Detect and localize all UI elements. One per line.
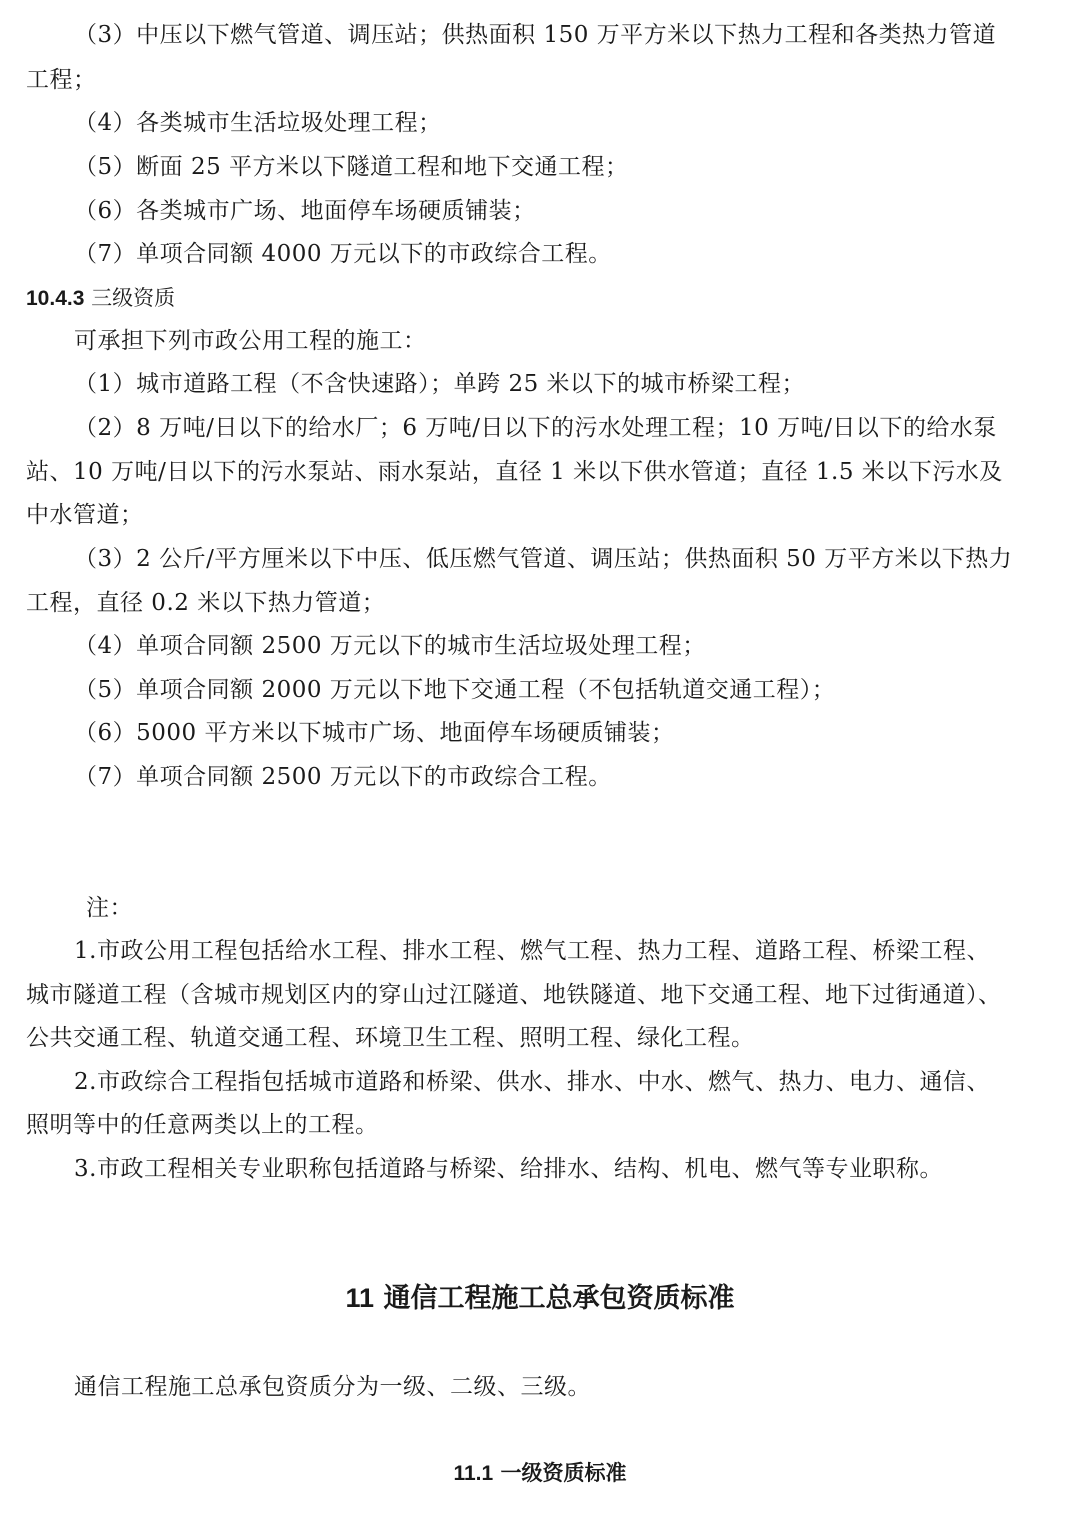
notes-label: 注： (86, 895, 133, 921)
grade3-item-3-line-2: 工程，直径 0.2 米以下热力管道； (26, 590, 386, 616)
subsection-title: 一级资质标准 (500, 1460, 627, 1485)
subsection-heading (0, 1458, 1080, 1489)
note-1-line-1: 1.市政公用工程包括给水工程、排水工程、燃气工程、热力工程、道路工程、桥梁工程、 (74, 938, 990, 964)
grade3-item-3-line-1: （3）2 公斤/平方厘米以下中压、低压燃气管道、调压站；供热面积 50 万平方米以下热力 (74, 546, 1013, 572)
chapter-intro: 通信工程施工总承包资质分为一级、二级、三级。 (74, 1374, 591, 1400)
section-intro: 可承担下列市政公用工程的施工： (74, 328, 427, 354)
grade3-item-1: （1）城市道路工程（不含快速路）；单跨 25 米以下的城市桥梁工程； (74, 371, 806, 397)
section-heading-10-4-3 (26, 283, 175, 314)
section-number: 10.4.3 (26, 287, 85, 310)
grade3-item-6: （6）5000 平方米以下城市广场、地面停车场硬质铺装； (74, 720, 675, 746)
subsection-number: 11.1 (453, 1462, 494, 1485)
section-title: 三级资质 (91, 286, 176, 310)
grade3-item-4: （4）单项合同额 2500 万元以下的城市生活垃圾处理工程； (74, 633, 706, 659)
chapter-title: 通信工程施工总承包资质标准 (383, 1283, 735, 1314)
chapter-heading (0, 1280, 1080, 1317)
grade3-item-2-line-1: （2）8 万吨/日以下的给水厂；6 万吨/日以下的污水处理工程；10 万吨/日以下的给水泵 (74, 415, 997, 441)
grade3-item-5: （5）单项合同额 2000 万元以下地下交通工程（不包括轨道交通工程）； (74, 677, 836, 703)
note-2-line-2: 照明等中的任意两类以上的工程。 (26, 1112, 379, 1138)
note-1-line-2: 城市隧道工程（含城市规划区内的穿山过江隧道、地铁隧道、地下交通工程、地下过街通道）、 (26, 982, 1002, 1008)
item-7: （7）单项合同额 4000 万元以下的市政综合工程。 (74, 241, 612, 267)
note-1-line-3: 公共交通工程、轨道交通工程、环境卫生工程、照明工程、绿化工程。 (26, 1025, 755, 1051)
item-6: （6）各类城市广场、地面停车场硬质铺装； (74, 198, 536, 224)
item-3-line-2: 工程； (26, 67, 97, 93)
chapter-number: 11 (345, 1283, 375, 1313)
item-4: （4）各类城市生活垃圾处理工程； (74, 110, 442, 136)
item-3-line-1: （3）中压以下燃气管道、调压站；供热面积 150 万平方米以下热力工程和各类热力管道 (74, 22, 997, 48)
grade3-item-2-line-2: 站、10 万吨/日以下的污水泵站、雨水泵站，直径 1 米以下供水管道；直径 1.5 米以下污水及 (26, 459, 1003, 485)
item-5: （5）断面 25 平方米以下隧道工程和地下交通工程； (74, 154, 629, 180)
note-3: 3.市政工程相关专业职称包括道路与桥梁、给排水、结构、机电、燃气等专业职称。 (74, 1156, 943, 1182)
grade3-item-7: （7）单项合同额 2500 万元以下的市政综合工程。 (74, 764, 612, 790)
note-2-line-1: 2.市政综合工程指包括城市道路和桥梁、供水、排水、中水、燃气、热力、电力、通信、 (74, 1069, 990, 1095)
grade3-item-2-line-3: 中水管道； (26, 502, 144, 528)
